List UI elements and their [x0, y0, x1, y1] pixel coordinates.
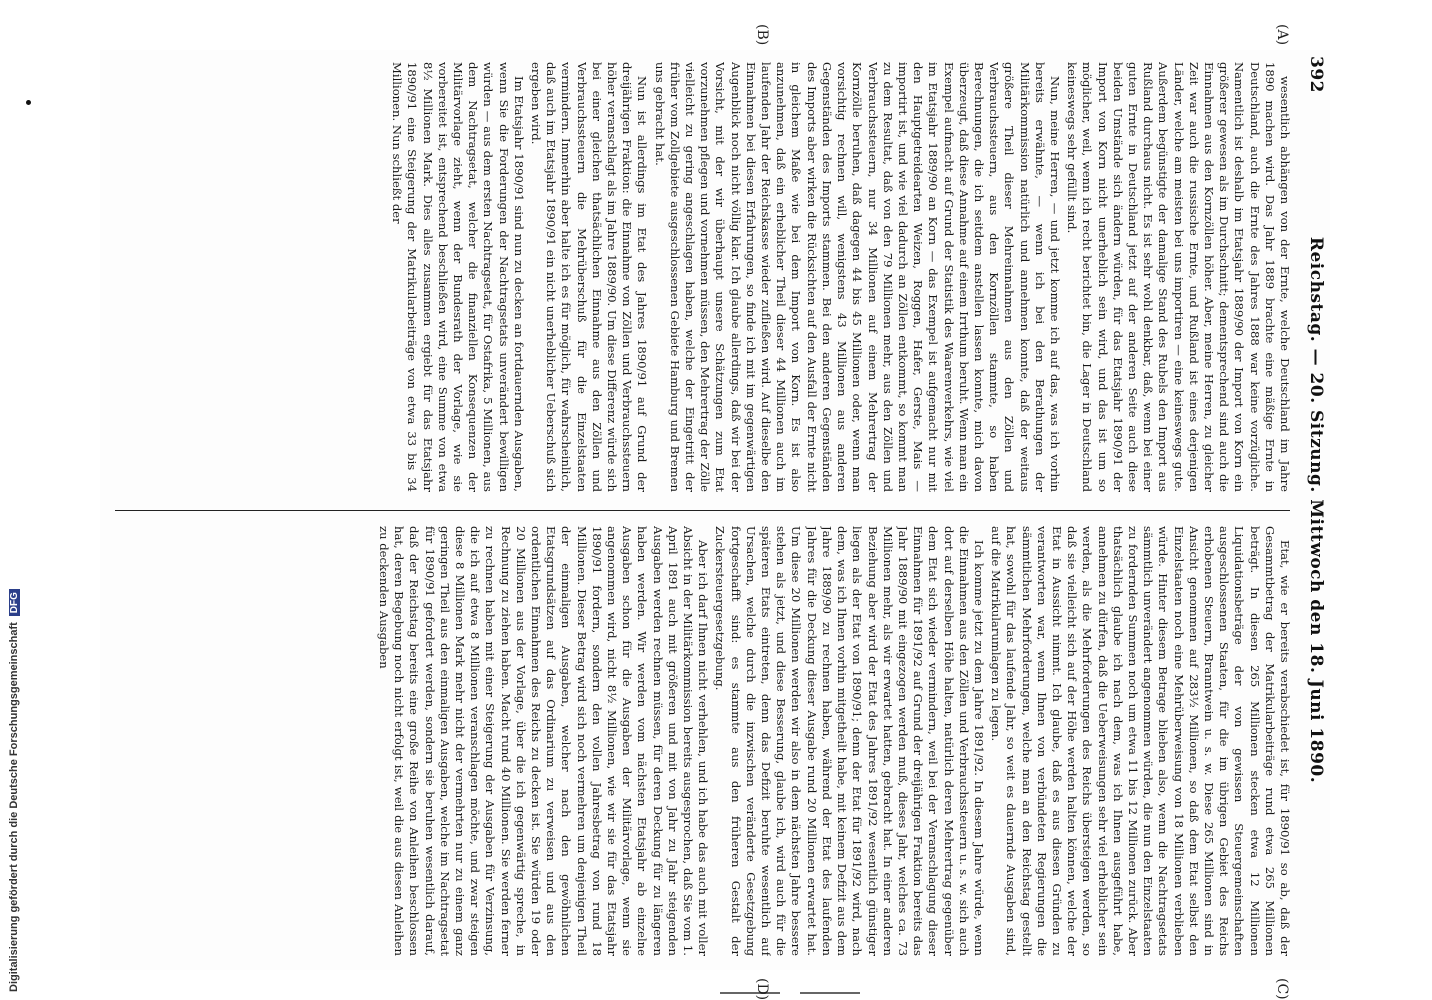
margin-marker-b: (B): [754, 24, 770, 46]
margin-marker-c: (C): [1274, 978, 1290, 1000]
column-divider: [115, 510, 1290, 511]
margin-marker-a: (A): [1274, 24, 1290, 46]
paragraph: Im Etatsjahr 1890/91 sind nun zu decken an fortdauernden Ausgaben, wenn Sie die Forderungen der Nachtragsetats unverändert bewilligen würden — aus dem ersten Nachtragsetat, für Ostafrika, 5 Millionen, aus dem Nachtragsetat, welcher die finanziellen Konsequenzen der Militärvorlage zieht, wenn der Bundesrath der Vorlage, wie sie vorbereitet ist, entsprechend beschließen wird, eine Summe von etwa 8½ Millionen Mark. Dies alles zusammen ergiebt für das Etatsjahr 1890/91 eine Steigerung der Matrikularbeiträge von etwa 33 bis 34 Millionen. Nun schließt der: [390, 62, 526, 492]
running-title: Reichstag. — 20. Sitzung. Mittwoch den 18. Juni 1890.: [1306, 236, 1326, 784]
paragraph: Ich komme jetzt zu dem Jahre 1891/92. In diesem Jahre würde, wenn die Einnahmen aus den Zöllen und Verbrauchssteuern u. s. w. sich auch dort auf derselben Höhe halten, natürlich deren Mehrertrag gegenüber dem Etat sich wieder vermindern, weil bei der Veranschlagung dieser Einnahmen für 1891/92 auf Grund der dreijährigen Fraktion bereits das Jahr 1889/90 mit eingezogen werden muß, dieses Jahr, welches ca. 73 Millionen mehr, als wir erwartet hatten, gebracht hat. In einer anderen Beziehung aber wird der Etat des Jahres 1891/92 wesentlich günstiger liegen als der Etat von 1890/91; denn der Etat für 1891/92 wird, nach dem, was ich Ihnen vorhin mitgetheilt habe, mit keinem Defizit aus dem Jahre 1889/90 zu rechnen haben, während der Etat des laufenden Jahres für die Deckung dieser Ausgabe rund 20 Millionen erwartet hat. Um diese 20 Millionen werden wir also in dem nächsten Jahre bessere stehen als jetzt, und diese Besserung, glaube ich, wird auch für die späteren Etats eintreten, denn das Defizit beruhte wesentlich auf Ursachen, welche durch die inzwischen veränderte Gesetzgebung fortgeschafft sind: es stammte aus den früheren Gestalt der Zuckersteuergesetzgebung.: [713, 526, 986, 956]
left-text-column: [112, 62, 1292, 492]
paragraph: Etat, wie er bereits verabschiedet ist, für 1890/91 so ab, daß der Gesammtbetrag der Matrikularbeiträge rund etwa 265 Millionen beträgt. In diesen 265 Millionen stecken etwa 12 Millionen Liquidationsbeträge der von gewissen Steuergemeinschaften ausgeschlossenen Staaten, für die im übrigen Gebiet des Reichs erhobenen Steuern, Branntwein u. s. w. Diese 265 Millionen sind in Ansicht genommen auf 283½ Millionen, so daß dem Etat selbst den Einzelstaaten noch eine Mehrüberweisung von 18 Millionen verblieben würde. Hinter diesem Betrage blieben also, wenn die Nachtragsetats sämmtlich unverändert angenommen würden, die nun den Einzelstaaten zu fordernden Summen noch um etwa 11 bis 12 Millionen zurück. Aber thatsächlich glaube ich nach dem, was ich Ihnen ausgeführt habe, annehmen zu dürfen, daß die Ueberweisungen sehr viel erheblicher sein werden, als die Mehrforderungen des Reichs übersteigen werden, so daß sie vielleicht sich auf der Höhe werden halten können, welche der Etat in Aussicht nimmt. Ich glaube, daß es aus diesen Gründen zu verantworten war, wenn Ihnen von verbündeten Regierungen die sämmtlichen Mehrforderungen, welche man an den Reichstag gestellt hat, sowohl für das laufende Jahr, so weit es dauernde Ausgaben sind, auf die Matrikularumlagen zu legen.: [989, 526, 1292, 956]
paragraph: Nun ist allerdings im Etat des Jahres 1890/91 auf Grund der dreijährigen Fraktion: die Einnahme von Zöllen und Verbrauchssteuern höher veranschlagt als im Jahre 1889/90. Um diese Differenz würde sich bei einer gleichen thatsächlichen Einnahme aus den Zöllen und Verbrauchssteuern die Mehrüberschuß für die Einzelstaaten vermindern. Immerhin aber halte ich es für möglich, für wahrscheinlich, daß auch im Etatsjahr 1890/91 ein nicht unerheblicher Ueberschuß sich ergeben wird.: [529, 62, 650, 492]
right-text-column: [112, 526, 1292, 956]
margin-marker-d: (D): [754, 978, 770, 1000]
rotated-newspaper-page: [100, 24, 1330, 1000]
scan-mark-bottom-left: [720, 992, 780, 994]
page-number: 392: [1306, 56, 1326, 93]
dfg-logo: DFG: [9, 589, 20, 616]
paragraph: Nun, meine Herren, — und jetzt komme ich auf das, was ich vorhin bereits erwähnte, — wenn ich bei den Berathungen der Militärkommission natürlich und annehmen konnte, daß der weitaus größere Theil dieser Mehreinnahmen aus den Zöllen und Verbrauchssteuern, aus den Kornzöllen stammte, so haben Berechnungen, die ich seitdem anstellen lassen konnte, mich davon überzeugt, daß diese Annahme auf einem Irrthum beruht. Wenn man ein Exempel aufmacht auf Grund der Statistik des Waarenverkehrs, wie viel im Etatsjahr 1889/90 an Korn — das Exempel ist aufgemacht nur mit den Hauptgetreidearten Weizen, Roggen, Hafer, Gerste, Mais — importirt ist, und wie viel dadurch an Zöllen entkommt, so kommt man zu dem Resultat, daß von den 79 Millionen mehr, aus den Zöllen und Verbrauchssteuern, nur 34 Millionen auf einem Mehrertrag der Kornzölle beruhen, daß dagegen 44 bis 45 Millionen oder, wenn man vorsichtig rechnen will, wenigstens 43 Millionen aus anderen Gegenständen des Imports stammen. Bei den anderen Gegenständen des Imports aber wirken die Rücksichten auf den Ausfall der Ernte nicht in gleichem Maße wie bei dem Import von Korn. Es ist also anzunehmen, daß ein erheblicher Theil dieser 44 Millionen auch im laufenden Jahr der Reichskasse wieder zufließen wird. Auf dieselbe den Einnahmen bei diesen Erfahrungen, so finde ich mit im gegenwärtigen Augenblick noch nicht völlig klar. Ich glaube allerdings, daß wir bei der Vorsicht, mit der wir überhaupt unsere Schätzungen zum Etat vorzunehmen pflegen und vornehmen müssen, den Mehrertrag der Zölle vielleicht zu gering angeschlagen haben, welche der Eingetritt der früher vom Zollgebiete ausgeschlossenen Gebiete Hamburg und Bremen uns gebracht hat.: [652, 62, 1062, 492]
scan-speck: [26, 100, 31, 105]
digitization-credit: [8, 589, 20, 992]
page-header: [1296, 50, 1330, 970]
paragraph: Aber ich darf Ihnen nicht verhehlen, und ich habe das auch mit voller Absicht in der Militärkommission bereits ausgesprochen, daß Sie vom 1. April 1891 auch mit größeren und mit von Jahr zu Jahr steigenden Ausgaben werden rechnen müssen, für deren Deckung für zu längeren haben werden. Wir werden vom nächsten Etatsjahr ab einzelne Ausgaben schon für die Ausgaben der Militärvorlage, wenn sie angenommen wird, nicht 8½ Millionen, wie wir sie für das Etatsjahr 1890/91 fordern, sondern den vollen Jahresbetrag von rund 18 Millionen. Dieser Betrag wird sich noch vermehren um denjenigen Theil der einmaligen Ausgaben, welcher nach den gewöhnlichen Etatsgrundsätzen auf das Ordinarium zu verweisen und aus den ordentlichen Einnahmen des Reichs zu decken ist. Sie würden 19 oder 20 Millionen aus der Vorlage, über die ich gegenwärtig spreche, in Rechnung zu ziehen haben. Macht rund 40 Millionen. Sie werden ferner zu rechnen haben mit einer Steigerung der Ausgaben für Verzinsung, die ich auf etwa 8 Millionen veranschlagen möchte, und zwar steigen diese 8 Millionen Mark mehr nicht der vermehrten nur zu einem ganz geringen Theil aus den einmaligen Ausgaben, welche im Nachtragsetat für 1890/91 gefordert werden, sondern sie beruhen wesentlich darauf, daß der Reichstag bereits eine große Reihe von Anleihen beschlossen hat, deren Begebung noch nicht erfolgt ist, weil die aus diesen Anleihen zu deckenden Ausgaben: [377, 526, 711, 956]
credit-text: Digitalisierung gefördert durch die Deutsche Forschungsgemeinschaft: [8, 622, 20, 992]
paragraph: wesentlich abhängen von der Ernte, welche Deutschland im Jahre 1890 machen wird. Das Jahr 1889 brachte eine mäßige Ernte in Deutschland, auch die Ernte des Jahres 1888 war keine vorzügliche. Namentlich ist deshalb im Etatsjahr 1889/90 der Import von Korn ein größerer gewesen als im Durchschnitt; dementsprechend sind auch die Einnahmen aus den Kornzöllen höher. Aber, meine Herren, zu gleicher Zeit war auch die russische Ernte, und Rußland ist eines derjenigen Länder, welche am meisten bei uns importiren — eine keineswegs gute. Außerdem begünstigte der damalige Stand des Rubels den Import aus Rußland durchaus nicht. Es ist sehr wohl denkbar, daß, wenn bei einer guten Ernte in Deutschland jetzt auf der anderen Seite auch diese beiden Umstände sich ändern würden, für das Etatsjahr 1890/91 der Import von Korn nicht unerheblich sein wird, und das ist um so möglicher, weil, wenn ich recht berichtet bin, die Lager in Deutschland keineswegs sehr gefüllt sind.: [1065, 62, 1292, 492]
scan-mark-bottom-right: [800, 992, 860, 994]
